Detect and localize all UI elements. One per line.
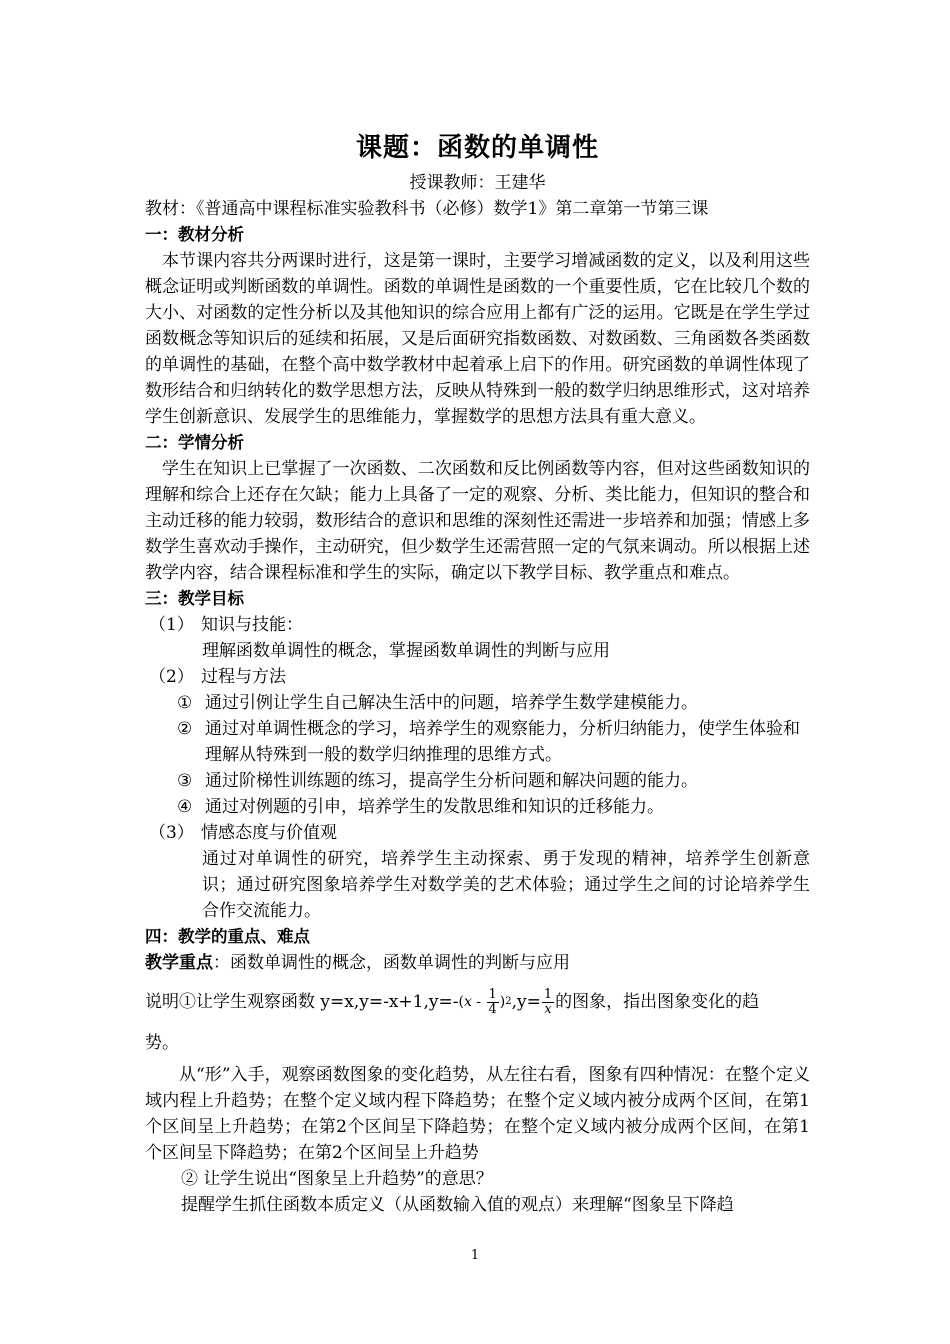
objective-label: 知识与技能： bbox=[201, 615, 303, 635]
objective-number: （3） bbox=[149, 823, 194, 843]
point-text: 通过对例题的引申，培养学生的发散思维和知识的迁移能力。 bbox=[205, 797, 664, 817]
objective-3-text: 通过对单调性的研究，培养学生主动探索、勇于发现的精神，培养学生创新意识；通过研究图象培养学生对数学美的艺术体验；通过学生之间的讨论培养学生合作交流能力。 bbox=[202, 849, 810, 921]
section4-heading: 四：教学的重点、难点 bbox=[145, 927, 310, 946]
point-text: 通过阶梯性训练题的练习，提高学生分析问题和解决问题的能力。 bbox=[205, 771, 698, 791]
objective-label: 情感态度与价值观 bbox=[201, 823, 337, 843]
shape-analysis-paragraph: 从“形”入手，观察函数图象的变化趋势，从左往右看，图象有四种情况：在整个定义域内程上升趋势；在整个定义域内程下降趋势；在整个定义域内被分成两个区间，在第1个区间呈上升趋势；在第2个区间呈下降趋势；在整个定义域内被分成两个区间，在第1个区间呈下降趋势；在第2个区间呈上升趋势 bbox=[145, 1065, 810, 1163]
objective-number: （1） bbox=[149, 615, 194, 635]
point-2-line: ② 让学生说出“图象呈上升趋势”的意思？ bbox=[181, 1169, 493, 1189]
objective-item-1 bbox=[145, 612, 810, 638]
document-title: 课题：函数的单调性 bbox=[355, 133, 599, 163]
section2-heading: 二：学情分析 bbox=[145, 433, 244, 452]
key-point-text: ：函数单调性的概念，函数单调性的判断与应用 bbox=[213, 953, 570, 973]
process-point bbox=[145, 716, 810, 768]
key-point-label: 教学重点 bbox=[145, 953, 213, 973]
objective-item-2 bbox=[145, 664, 810, 690]
objective-number: （2） bbox=[149, 667, 194, 687]
key-point-line bbox=[145, 950, 810, 976]
point-marker: ① bbox=[177, 693, 193, 713]
open-paren: ( bbox=[458, 994, 464, 1010]
point-text: 通过对单调性概念的学习，培养学生的观察能力，分析归纳能力，使学生体验和理解从特殊到一般的数学归纳推理的思维方式。 bbox=[205, 719, 800, 765]
objective-1-text: 理解函数单调性的概念，掌握函数单调性的判断与应用 bbox=[202, 641, 610, 661]
explanation-formula-line bbox=[145, 980, 810, 1024]
fraction-denominator: 4 bbox=[488, 1001, 497, 1017]
fraction-one-over-x bbox=[542, 988, 554, 1017]
close-paren: ) bbox=[499, 994, 506, 1010]
point-marker: ④ bbox=[177, 797, 193, 817]
textbook-line: 教材：《普通高中课程标准实验教科书（必修）数学1》第二章第一节第三课 bbox=[145, 199, 709, 219]
explanation-prefix: 说明①让学生观察函数 y=x,y=-x+1,y=- bbox=[145, 992, 459, 1012]
fraction-numerator: 1 bbox=[543, 986, 553, 1002]
minus-sign: - bbox=[471, 994, 486, 1010]
section2-body: 学生在知识上已掌握了一次函数、二次函数和反比例函数等内容，但对这些函数知识的理解和综合上还存在欠缺；能力上具备了一定的观察、分析、类比能力，但知识的整合和主动迁移的能力较弱，数形结合的意识和思维的深刻性还需进一步培养和加强；情感上多数学生喜欢动手操作，主动研究，但少数学生还需营照一定的气氛来调动。所以根据上述教学内容，结合课程标准和学生的实际，确定以下教学目标、教学重点和难点。 bbox=[145, 459, 810, 583]
page-number: 1 bbox=[470, 1248, 480, 1263]
point-marker: ③ bbox=[177, 771, 193, 791]
page-content bbox=[145, 130, 810, 1218]
objective-label: 过程与方法 bbox=[201, 667, 286, 687]
process-point bbox=[145, 794, 810, 820]
explanation-continuation: 势。 bbox=[145, 1033, 179, 1053]
fraction-one-quarter bbox=[487, 988, 499, 1017]
point-marker: ② bbox=[177, 719, 193, 739]
section1-heading: 一：教材分析 bbox=[145, 225, 244, 244]
process-point bbox=[145, 768, 810, 794]
exponent: 2 bbox=[505, 996, 512, 1007]
variable-x: x bbox=[463, 994, 472, 1010]
process-point bbox=[145, 690, 810, 716]
section3-heading: 三：教学目标 bbox=[145, 589, 244, 608]
objective-item-3 bbox=[145, 820, 810, 846]
fraction-denominator: x bbox=[544, 1001, 552, 1017]
teacher-line: 授课教师：王建华 bbox=[409, 173, 546, 193]
point-text: 通过引例让学生自己解决生活中的问题，培养学生数学建模能力。 bbox=[205, 693, 698, 713]
explanation-mid: ,y= bbox=[511, 992, 541, 1012]
hint-line: 提醒学生抓住函数本质定义（从函数输入值的观点）来理解“图象呈下降趋 bbox=[181, 1195, 734, 1215]
explanation-suffix: 的图象，指出图象变化的趋 bbox=[555, 992, 760, 1012]
fraction-numerator: 1 bbox=[488, 986, 497, 1002]
section1-body: 本节课内容共分两课时进行，这是第一课时，主要学习增减函数的定义，以及利用这些概念证明或判断函数的单调性。函数的单调性是函数的一个重要性质，它在比较几个数的大小、对函数的定性分析以及其他知识的综合应用上都有广泛的运用。它既是在学生学过函数概念等知识后的延续和拓展，又是后面研究指数函数、对数函数、三角函数各类函数的单调性的基础，在整个高中数学教材中起着承上启下的作用。研究函数的单调性体现了数形结合和归纳转化的数学思想方法，反映从特殊到一般的数学归纳思维形式，这对培养学生创新意识、发展学生的思维能力，掌握数学的思想方法具有重大意义。 bbox=[145, 251, 810, 427]
